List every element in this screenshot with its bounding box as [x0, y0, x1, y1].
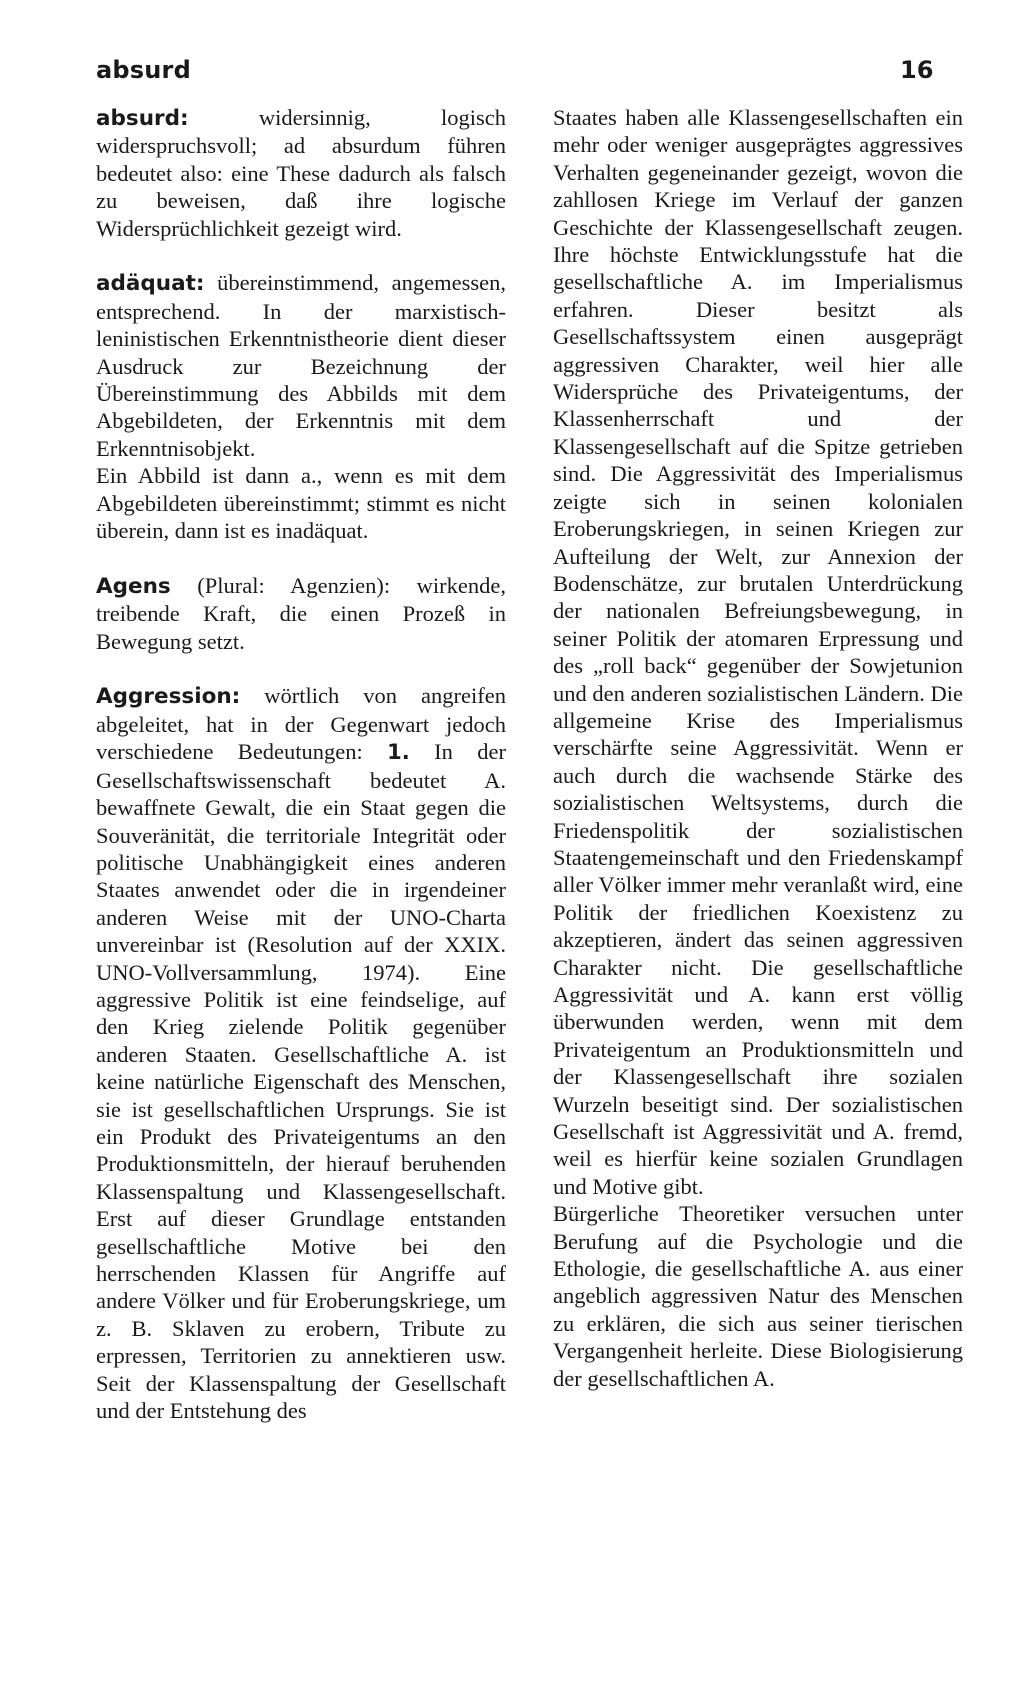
entry-adaequat-continued: Ein Abbild ist dann a., wenn es mit dem Abgebildeten übereinstimmt; stimmt es nicht überein, dann ist es inadäquat. — [96, 463, 506, 544]
page-number: 16 — [900, 56, 934, 84]
entry-definition: (Plural: Agenzien): wirkende, treibende Kraft, die einen Prozeß in Bewegung setzt. — [96, 572, 506, 654]
entry-aggression-continued: Staates haben alle Klassengesellschaften ein mehr oder weniger ausgeprägtes aggressives Verhalten gegeneinander gezeigt, wovon die zahllosen Kriege im Verlauf der ganzen Geschichte der Klassengesellschaft zeugen. Ihre höchste Entwicklungsstufe hat die gesellschaftliche A. im Imperialismus erfahren. Dieser besitzt als Gesellschaftssystem einen ausgeprägt aggressiven Charakter, weil hier alle Widersprüche des Privateigentums, der Klassenherrschaft und der Klassengesellschaft auf die Spitze getrieben sind. Die Aggressivität des Imperialismus zeigte sich in seinen kolonialen Eroberungskriegen, in seinen Kriegen zur Aufteilung der Welt, zur Annexion der Bodenschätze, zur brutalen Unterdrückung der nationalen Befreiungsbewegung, in seiner Politik der atomaren Erpressung und des „roll back“ gegenüber der Sowjetunion und den anderen sozialistischen Ländern. Die allgemeine Krise des Imperialismus verschärfte seine Aggressivität. Wenn er auch durch die wachsende Stärke des sozialistischen Weltsystems, durch die Friedenspolitik der sozialistischen Staatengemeinschaft und den Friedenskampf aller Völker immer mehr veranlaßt wird, eine Politik der friedlichen Koexistenz zu akzeptieren, ändert das seinen aggressiven Charakter nicht. Die gesellschaftliche Aggressivität und A. kann erst völlig überwunden werden, wenn mit dem Privateigentum an Produktionsmitteln und der Klassengesellschaft ihre sozialen Wurzeln beseitigt sind. Der sozialistischen Gesellschaft ist Aggressivität und A. fremd, weil es hierfür keine sozialen Grundlagen und Motive gibt. — [553, 105, 963, 1199]
left-column — [96, 104, 506, 1424]
entry-absurd — [96, 104, 506, 242]
right-column — [553, 104, 963, 1392]
entry-adaequat — [96, 269, 506, 462]
entry-term: Agens — [96, 573, 171, 599]
entry-definition-continued: In der Gesellschaftswissenschaft bedeutet A. bewaffnete Gewalt, die ein Staat gegen die Souveränität, die territoriale Integrität oder politische Unabhängigkeit eines anderen Staates anwendet oder die in irgendeiner anderen Weise mit der UNO-Charta unvereinbar ist (Resolution auf der XXIX. UNO-Vollversammlung, 1974). Eine aggressive Politik ist eine feindselige, auf den Krieg zielende Politik gegenüber anderen Staaten. Gesellschaftliche A. ist keine natürliche Eigenschaft des Menschen, sie ist gesellschaftlichen Ursprungs. Sie ist ein Produkt des Privateigentums an den Produktionsmitteln, der hierauf beruhenden Klassenspaltung und Klassengesellschaft. Erst auf dieser Grundlage entstanden gesellschaftliche Motive bei den herrschenden Klassen für Angriffe auf andere Völker und für Eroberungskriege, um z. B. Sklaven zu erobern, Tribute zu erpressen, Territorien zu annektieren usw. Seit der Klassenspaltung der Gesellschaft und der Entstehung des — [96, 739, 506, 1424]
entry-definition: wörtlich von angreifen abgeleitet, hat in der Gegenwart jedoch verschiedene Bedeutungen: — [96, 683, 506, 765]
entry-aggression — [96, 682, 506, 1424]
sense-number: 1. — [387, 740, 410, 765]
entry-definition: widersinnig, logisch widerspruchsvoll; ad absurdum führen bedeutet also: eine These dadurch als falsch zu beweisen, daß ihre logische Widersprüchlichkeit gezeigt wird. — [96, 105, 506, 241]
entry-aggression-bourgeois-theories: Bürgerliche Theoretiker versuchen unter Berufung auf die Psychologie und die Ethologie, die gesellschaftliche A. aus einer angeblich aggressiven Natur des Menschen zu erklären, die sich aus seiner tierischen Vergangenheit herleite. Diese Biologisierung der gesellschaftlichen A. — [553, 1201, 963, 1391]
entry-term: Aggression: — [96, 684, 241, 710]
entry-term: absurd: — [96, 106, 189, 131]
entry-term: adäquat: — [96, 271, 205, 297]
entry-agens — [96, 572, 506, 655]
entry-definition: übereinstimmend, angemessen, entsprechend. In der marxistisch-leninistischen Erkenntnistheorie dient dieser Ausdruck zur Bezeichnung der Übereinstimmung des Abbilds mit dem Abgebildeten, der Erkenntnis mit dem Erkenntnisobjekt. — [96, 270, 506, 461]
running-head: absurd — [96, 56, 191, 84]
